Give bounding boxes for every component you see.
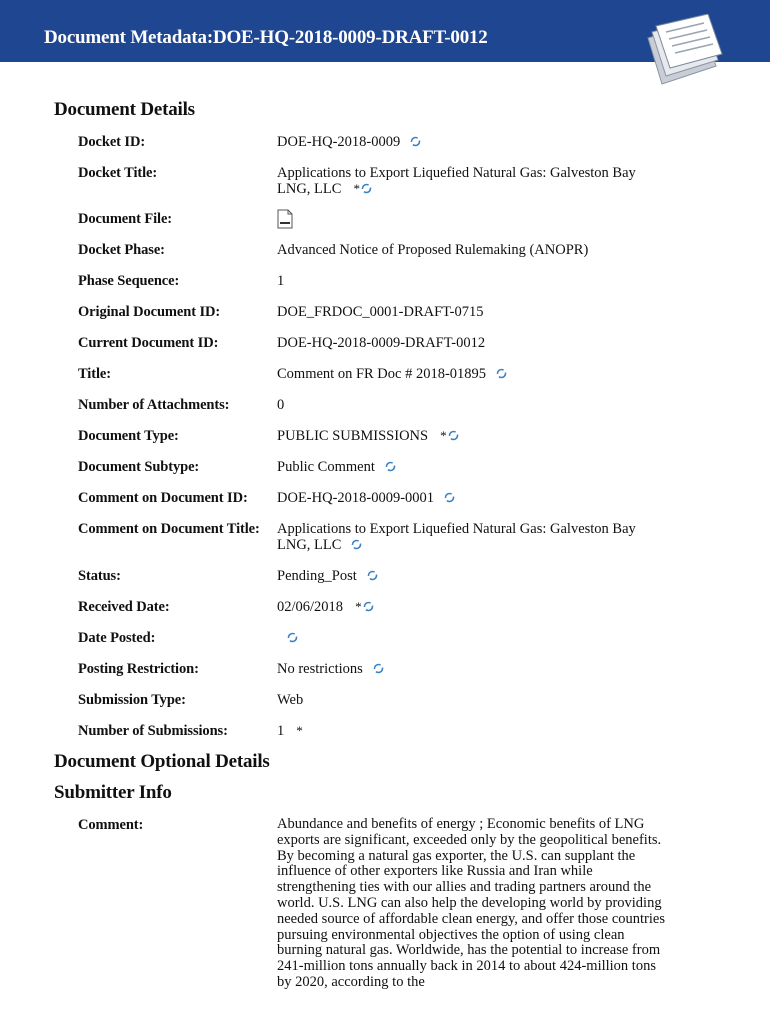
refresh-icon[interactable] (496, 367, 507, 383)
received-date-value: 02/06/2018 * (277, 599, 672, 616)
comment-on-document-id-value: DOE-HQ-2018-0009-0001 (277, 490, 672, 507)
document-file-value (277, 209, 672, 233)
section-document-details: Document Details (54, 99, 195, 120)
original-document-id-label: Original Document ID: (78, 304, 221, 320)
received-date-label: Received Date: (78, 599, 170, 615)
section-submitter-info: Submitter Info (54, 782, 172, 803)
comment-label: Comment: (78, 817, 144, 833)
number-of-attachments-value: 0 (277, 397, 285, 413)
number-of-attachments-label: Number of Attachments: (78, 397, 230, 413)
file-icon[interactable] (277, 217, 293, 233)
refresh-icon[interactable] (410, 135, 421, 151)
docket-id-label: Docket ID: (78, 134, 146, 150)
number-of-submissions-label: Number of Submissions: (78, 723, 228, 739)
page-title: Document Metadata:DOE-HQ-2018-0009-DRAFT-0012 (44, 27, 488, 48)
title-value: Comment on FR Doc # 2018-01895 (277, 366, 672, 383)
required-asterisk: * (353, 181, 360, 196)
document-file-label: Document File: (78, 211, 173, 227)
posting-restriction-label: Posting Restriction: (78, 661, 199, 677)
document-type-label: Document Type: (78, 428, 179, 444)
docket-phase-value: Advanced Notice of Proposed Rulemaking (ANOPR) (277, 242, 589, 258)
refresh-icon[interactable] (373, 662, 384, 678)
docket-id-value: DOE-HQ-2018-0009 (277, 134, 672, 151)
docket-phase-label: Docket Phase: (78, 242, 165, 258)
header-bar (0, 0, 770, 62)
comment-text: Abundance and benefits of energy ; Economic benefits of LNG exports are significant, exceeded only by the geopolitical benefits. By becoming a natural gas exporter, the U.S. can supplant the influence of other exporters like Russia and Iran while strengthening ties with our allies and trading partners around the world. U.S. LNG can also help the developing world by providing needed source of affordable clean energy, and offer those countries pursuing environmental objectives the option of using clean burning natural gas. Worldwide, has the potential to increase from 241-million tons annually back in 2014 to about 424-million tons by 2020, according to the (277, 816, 665, 990)
document-subtype-value: Public Comment (277, 459, 672, 476)
comment-on-document-id-label: Comment on Document ID: (78, 490, 248, 506)
original-document-id-value: DOE_FRDOC_0001-DRAFT-0715 (277, 304, 484, 320)
document-stack-icon (638, 14, 728, 99)
docket-title-value: Applications to Export Liquefied Natural Gas: Galveston Bay LNG, LLC * (277, 165, 636, 197)
document-type-value: PUBLIC SUBMISSIONS * (277, 428, 672, 445)
date-posted-label: Date Posted: (78, 630, 156, 646)
status-value: Pending_Post (277, 568, 672, 585)
refresh-icon[interactable] (287, 631, 298, 647)
refresh-icon[interactable] (385, 460, 396, 476)
refresh-icon[interactable] (363, 600, 374, 616)
required-asterisk: * (355, 599, 362, 614)
refresh-icon[interactable] (367, 569, 378, 585)
docket-title-label: Docket Title: (78, 165, 158, 181)
refresh-icon[interactable] (444, 491, 455, 507)
number-of-submissions-value: 1 * (277, 723, 303, 739)
required-asterisk: * (296, 723, 303, 738)
refresh-icon[interactable] (448, 429, 459, 445)
date-posted-value (277, 630, 672, 647)
comment-on-document-title-label: Comment on Document Title: (78, 521, 260, 537)
submission-type-value: Web (277, 692, 304, 708)
section-document-optional-details: Document Optional Details (54, 751, 270, 772)
posting-restriction-value: No restrictions (277, 661, 672, 678)
required-asterisk: * (440, 428, 447, 443)
submission-type-label: Submission Type: (78, 692, 186, 708)
refresh-icon[interactable] (351, 538, 362, 554)
comment-on-document-title-value: Applications to Export Liquefied Natural Gas: Galveston Bay LNG, LLC (277, 521, 636, 553)
phase-sequence-value: 1 (277, 273, 285, 289)
phase-sequence-label: Phase Sequence: (78, 273, 180, 289)
title-label: Title: (78, 366, 111, 382)
document-subtype-label: Document Subtype: (78, 459, 200, 475)
status-label: Status: (78, 568, 121, 584)
current-document-id-value: DOE-HQ-2018-0009-DRAFT-0012 (277, 335, 486, 351)
refresh-icon[interactable] (361, 182, 372, 198)
current-document-id-label: Current Document ID: (78, 335, 219, 351)
